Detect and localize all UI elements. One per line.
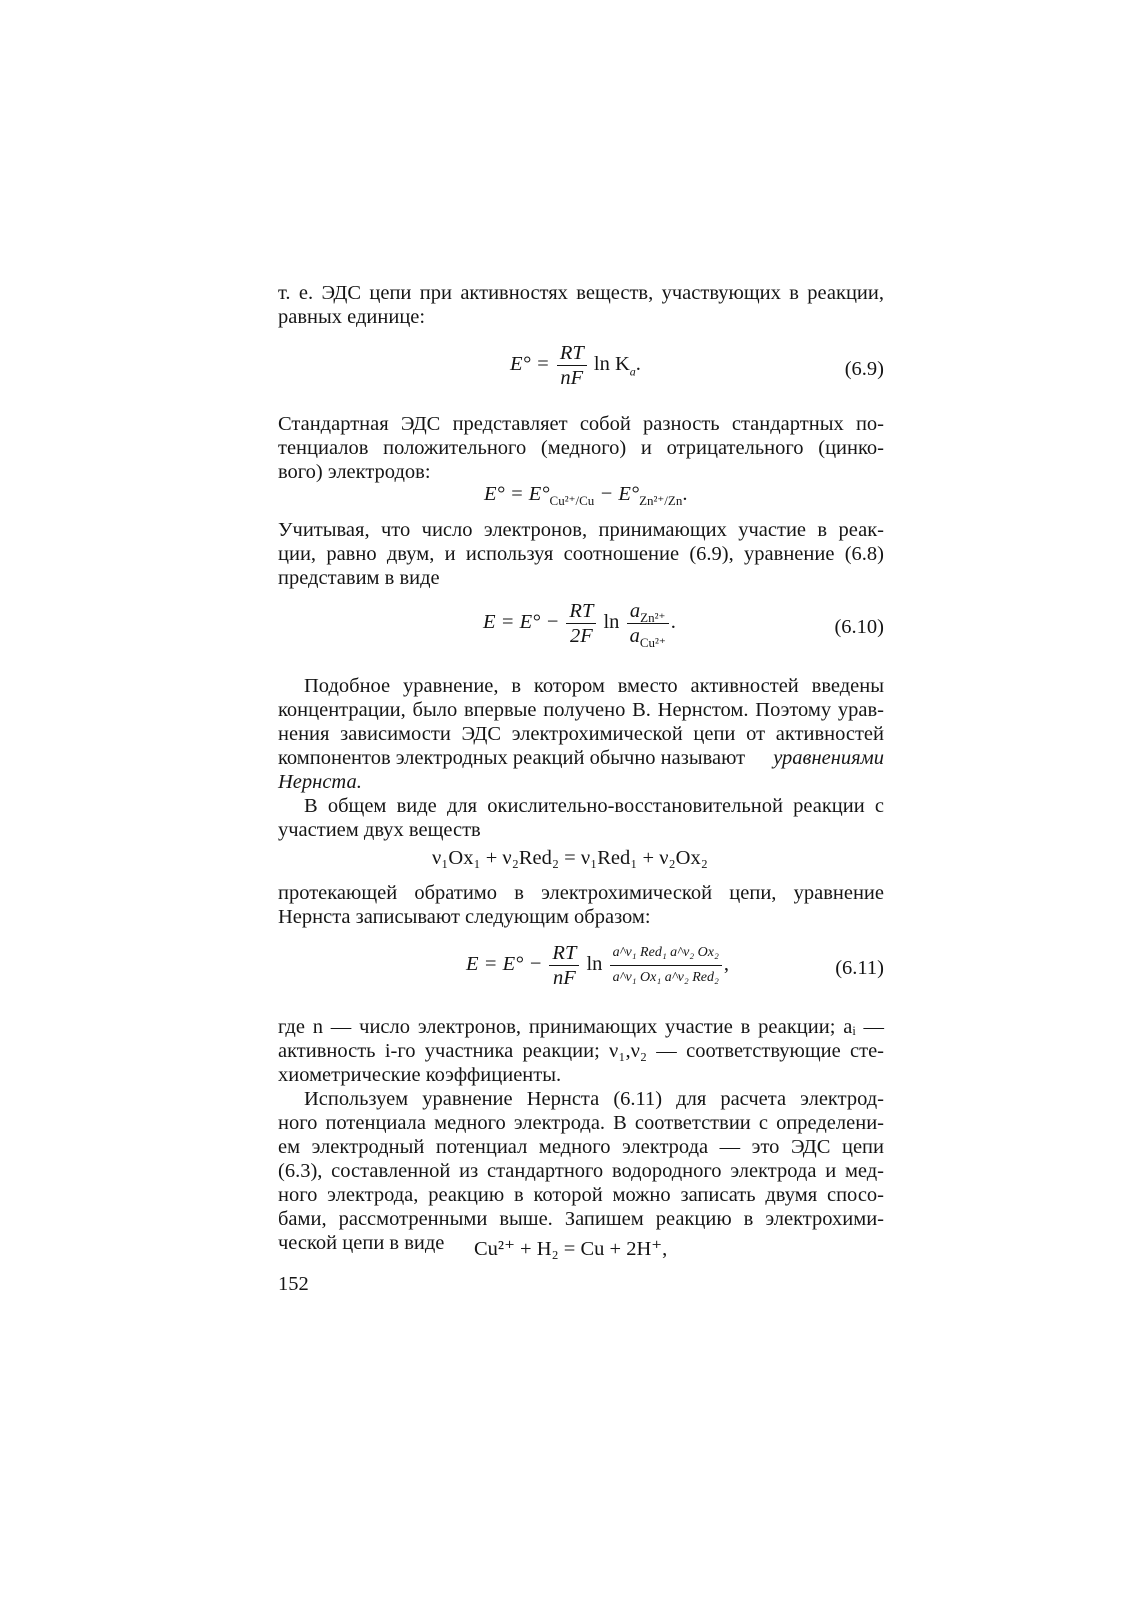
- text-line: Учитывая, что число электронов, принимающих участие в реак-: [278, 519, 884, 541]
- fraction: $\frac{RT}{2F}$: [566, 600, 596, 647]
- general-redox-reaction: ν₁Ox₁ + ν₂Red₂ = ν₁Red₁ + ν₂Ox₂: [432, 847, 708, 869]
- text-line: вого) электродов:: [278, 461, 431, 483]
- text-line: участием двух веществ: [278, 819, 481, 841]
- text-line: (6.3), составленной из стандартного водородного электрода и мед-: [278, 1160, 884, 1182]
- text-line: Нернста.: [278, 771, 362, 793]
- eq-lhs: E° =: [510, 353, 550, 376]
- text-line: нения зависимости ЭДС электрохимической цепи от активностей: [278, 723, 884, 745]
- fraction: $\frac{RT}{nF}$: [557, 342, 587, 389]
- text-line: компонентов электродных реакций обычно называют уравнениями: [278, 747, 884, 769]
- text-line: В общем виде для окислительно-восстановительной реакции с: [304, 795, 884, 817]
- fraction-activities: $\frac{a_{Zn^{2+}}}{a_{Cu^{2+}}}$: [627, 600, 669, 647]
- copper-reaction: Cu²⁺ + H₂ = Cu + 2H⁺,: [474, 1238, 668, 1260]
- text-line: Используем уравнение Нернста (6.11) для расчета электрод-: [304, 1088, 884, 1110]
- text-line: Подобное уравнение, в котором вместо активностей введены: [304, 675, 884, 697]
- text-line: т. е. ЭДС цепи при активностях веществ, участвующих в реакции,: [278, 282, 884, 304]
- fraction: $\frac{RT}{nF}$: [549, 942, 579, 989]
- text-line: протекающей обратимо в электрохимической цепи, уравнение: [278, 882, 884, 904]
- text-line: бами, рассмотренными выше. Запишем реакцию в электрохими-: [278, 1208, 884, 1230]
- equation-number: (6.9): [844, 358, 884, 380]
- text-line: Нернста записывают следующим образом:: [278, 906, 651, 928]
- text-line: Стандартная ЭДС представляет собой разность стандартных по-: [278, 413, 884, 435]
- text-line: ем электродный потенциал медного электрода — это ЭДС цепи: [278, 1136, 884, 1158]
- text-line: равных единице:: [278, 306, 426, 328]
- page-number: 152: [278, 1273, 309, 1295]
- text-line: представим в виде: [278, 567, 440, 589]
- equation-6-10: E = E° − $\frac{RT}{2F}$ ln $\frac{a_{Zn^{2+}}}{a_{Cu^{2+}}}$ .: [483, 600, 676, 651]
- text-line: ческой цепи в виде: [278, 1232, 445, 1254]
- equation-6-9: E° = $\frac{RT}{nF}$ $\ln K_a$.: [510, 342, 641, 389]
- text-line: тенциалов положительного (медного) и отрицательного (цинко-: [278, 437, 884, 459]
- fraction-activities: $\frac{\text{a\textasciicircum{}ν₁ Red₁ a\textasciicircum{}ν₂ Ox₂}}{\text{a\textasciicircum{}ν₁ Ox₁ a\textasciicircum{}ν₂ Red₂}}$: [610, 942, 722, 989]
- text-line: активность i-го участника реакции; ν₁,ν₂ — соответствующие сте-: [278, 1040, 884, 1062]
- equation-6-11: E = E° − $\frac{RT}{nF}$ ln $\frac{\text{a\textasciicircum{}ν₁ Red₁ a\textasciicircum{}ν₂ Ox₂}}{\text{a\textasciicircum{}ν₁ Ox₁ a\textasciicircum{}ν₂ Red₂}}$ ,: [466, 942, 729, 989]
- text-line: хиометрические коэффициенты.: [278, 1064, 562, 1086]
- equation-standard-emf: $E^\circ = E^\circ_{Cu^{2+}/Cu} - E^\circ_{Zn^{2+}/Zn}$.: [484, 483, 688, 509]
- text-line: где n — число электронов, принимающих участие в реакции; aᵢ —: [278, 1016, 884, 1038]
- text-line: концентрации, было впервые получено В. Нернстом. Поэтому урав-: [278, 699, 884, 721]
- equation-number: (6.10): [834, 616, 884, 638]
- text-line: ного электрода, реакцию в которой можно записать двумя спосо-: [278, 1184, 884, 1206]
- text-line: ции, равно двум, и используя соотношение (6.9), уравнение (6.8): [278, 543, 884, 565]
- text-line: ного потенциала медного электрода. В соответствии с определени-: [278, 1112, 884, 1134]
- equation-number: (6.11): [835, 957, 884, 979]
